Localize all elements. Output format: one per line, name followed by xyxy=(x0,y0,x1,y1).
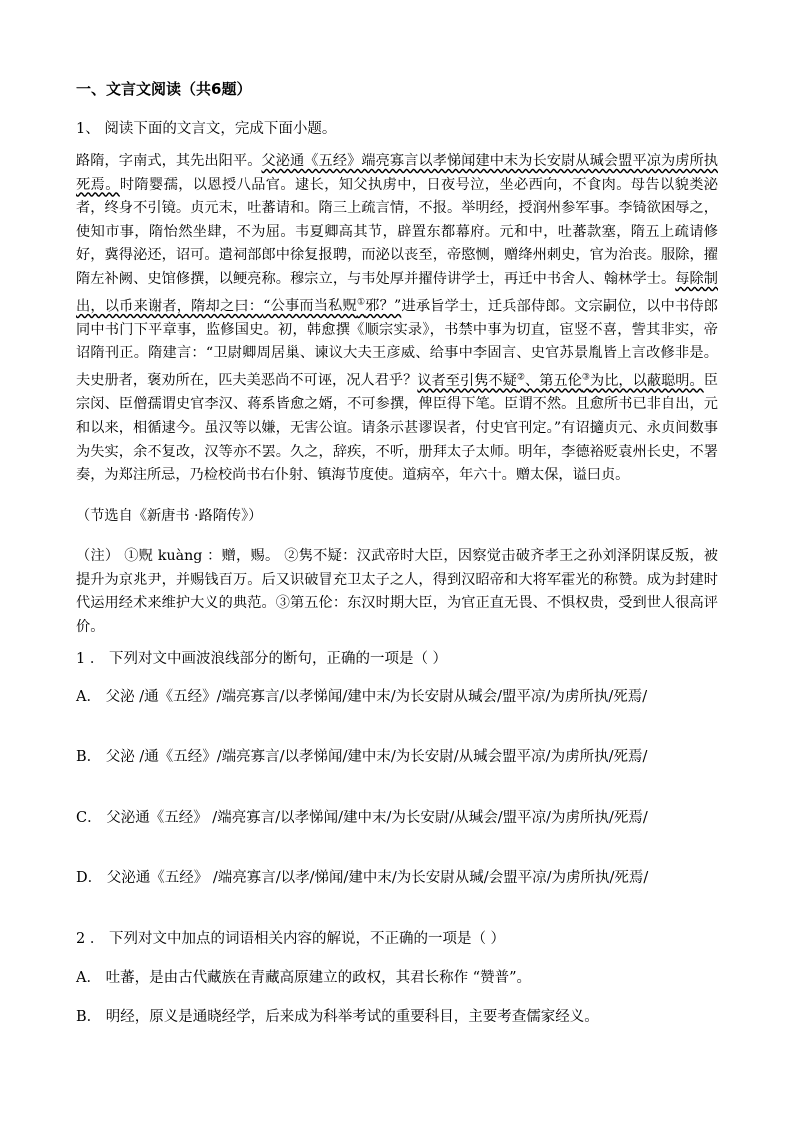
footnote-marker: ③ xyxy=(581,372,590,383)
wavy-segment-2: 每除制出，以币来谢者，隋却之曰： xyxy=(76,270,718,315)
wavy-text: 为比，以蔽聪明。 xyxy=(589,372,704,389)
q1-option-c[interactable]: C． 父泌通《五经》 /端亮寡言/以孝悌闻/建中末/为长安尉/从瑊会/盟平凉/为虏所执/死焉/ xyxy=(76,810,648,826)
q1-option-d[interactable]: D． 父泌通《五经》 /端亮寡言/以孝/悌闻/建中末/为长安尉从瑊/会盟平凉/为虏所执/死焉/ xyxy=(76,870,649,886)
q1-stem: 1 ． 下列对文中画波浪线部分的断句，正确的一项是（ ） xyxy=(76,651,448,667)
q2-stem: 2 ． 下列对文中加点的词语相关内容的解说，不正确的一项是（ ） xyxy=(76,931,506,947)
footnote-marker: ② xyxy=(516,372,525,383)
quote-text: 邪？” xyxy=(365,298,402,315)
wavy-segment-2-quote xyxy=(263,298,401,314)
q2-option-a[interactable]: A． 吐蕃，是由古代藏族在青藏高原建立的政权，其君长称作 “赞普”。 xyxy=(76,970,532,986)
q2-option-b[interactable]: B． 明经，原义是通晓经学，后来成为科举考试的重要科目，主要考查儒家经义。 xyxy=(76,1009,599,1025)
wavy-segment-1: 父泌通《五经》端亮寡言以孝悌闻建中末为长安尉从瑊会盟平凉为虏所执死焉。 xyxy=(76,153,718,193)
q1-option-a[interactable]: A． 父泌 /通《五经》/端亮寡言/以孝悌闻/建中末/为长安尉从瑊会/盟平凉/为虏所执/死焉/ xyxy=(76,689,648,705)
quote-text: “公事而当私贶 xyxy=(263,298,357,315)
passage-text: 进承旨学士，迁兵部侍郎。文宗嗣位，以中书侍郎同中书门下平章事，监修国史。初，韩愈撰《顺宗实录》，书禁中事为切直，宦竖不喜，訾其非实，帝诏隋刊正。隋建言：“卫尉卿周居巢、谏议大夫王彦威、给事中李固言、史官苏景胤皆上言改修非是。夫史册者，褒劝所在，匹夫美恶尚不可诬，况人君乎？ xyxy=(76,298,718,389)
q1-option-b[interactable]: B． 父泌 /通《五经》/端亮寡言/以孝悌闻/建中末/为长安尉/从瑊会盟平凉/为虏所执/死焉/ xyxy=(76,749,648,765)
passage-text: 时隋婴孺，以恩授八品官。逮长，知父执虏中，日夜号泣，坐必西向，不食肉。母告以貌类泌者，终身不引镜。贞元末，吐蕃请和。隋三上疏言情，不报。举明经，授润州参军事。李锜欲困辱之，使知市事，隋怡然坐肆，不为屈。韦夏卿高其节，辟置东都幕府。元和中，吐蕃款塞，隋五上疏请修好，冀得泌还，诏可。遣祠部郎中徐复报聘，而泌以丧至，帝愍恻，赠绛州刺史，官为治丧。服除，擢隋左补阙、史馆修撰，以鲠亮称。穆宗立，与韦处厚并擢侍讲学士，再迁中书舍人、翰林学士。 xyxy=(76,176,718,287)
wavy-segment-3 xyxy=(417,373,703,389)
section-title: 一、文言文阅读（共6题） xyxy=(76,80,252,98)
wavy-text: 议者至引隽不疑 xyxy=(417,372,517,389)
passage-text: 路隋，字南式，其先出阳平。 xyxy=(76,153,262,169)
wavy-text: 、第五伦 xyxy=(524,372,582,389)
question-intro: 1、 阅读下面的文言文，完成下面小题。 xyxy=(76,121,337,137)
passage xyxy=(76,150,718,488)
annotations: （注） ①贶 kuàng ：赠，赐。 ②隽不疑：汉武帝时大臣，因察觉击破齐孝王之孙刘泽阴谋反叛，被提升为京兆尹，并赐钱百万。后又识破冒充卫太子之人，得到汉昭帝和大将军霍光的称赞。成为封建时代运用经术来维护大义的典范。③第五伦：东汉时期大臣，为官正直无畏、不惧权贵，受到世人很高评价。 xyxy=(76,548,718,635)
passage-source: （节选自《新唐书 ·路隋传》） xyxy=(76,508,263,524)
footnote-marker: ① xyxy=(356,297,366,308)
passage-text: 臣宗闵、臣僧孺谓史官李汉、蒋系皆愈之婿，不可参撰，俾臣得下笔。臣谓不然。且愈所书已非自出，元和以来，相循逮今。虽汉等以嫌，无害公谊。请条示甚谬误者，付史官刊定。”有诏擿贞元、永贞间数事为失实，余不复改，汉等亦不罢。久之，辞疾，不听，册拜太子太师。明年，李德裕贬袁州长史，不署奏，为郑注所忌，乃检校尚书右仆射、镇海节度使。道病卒，年六十。赠太保，谥曰贞。 xyxy=(76,372,718,484)
